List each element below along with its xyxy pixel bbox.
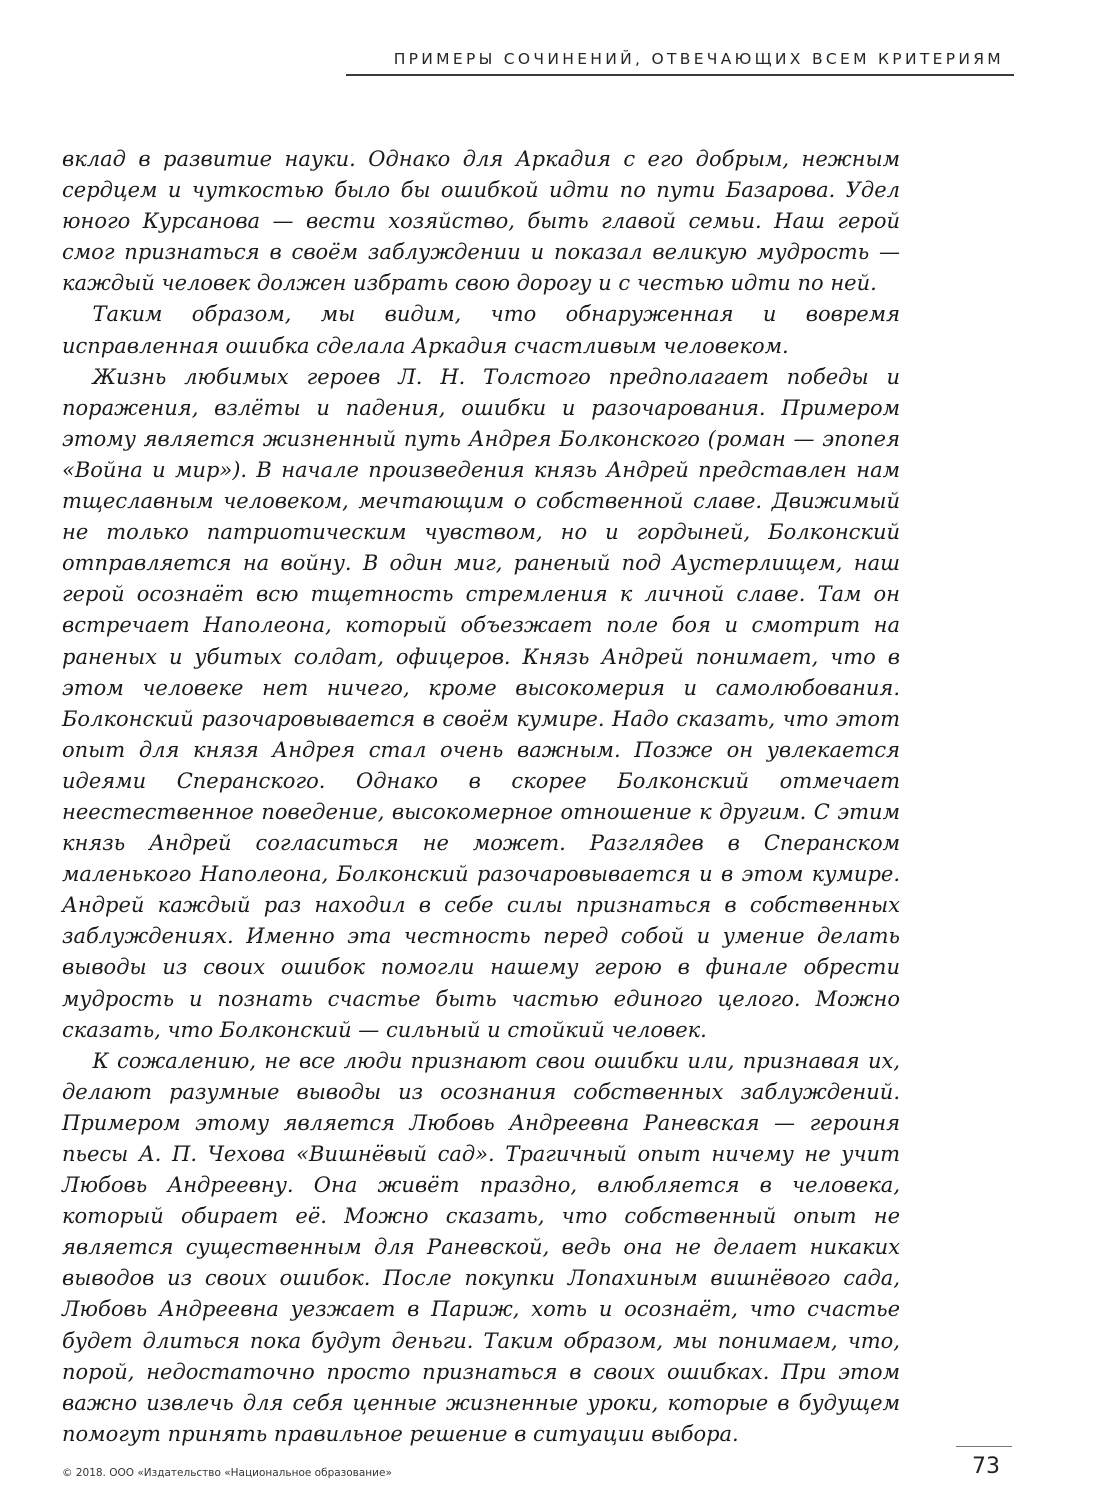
paragraph-ranevskaya: К сожалению, не все люди признают свои ошибки или, признавая их, делают разумные выводы из осознания собственных заблуждений. Примером этому является Любовь Андреевна Раневская — героиня пьесы А. П. Чехова «Вишнёвый сад». Трагичный опыт ничему не учит Любовь Андреевну. Она живёт праздно, влюбляется в человека, который обирает её. Можно сказать, что собственный опыт не является существенным для Раневской, ведь она не делает никаких выводов из своих ошибок. После покупки Лопахиным вишнёвого сада, Любовь Андреевна уезжает в Париж, хоть и осознаёт, что счастье будет длиться пока будут деньги. Таким образом, мы понимаем, что, порой, недостаточно просто признаться в своих ошибках. При этом важно извлечь для себя ценные жизненные уроки, которые в будущем помогут принять правильное решение в ситуации выбора. [62,1048,900,1446]
copyright-notice: © 2018. ООО «Издательство «Национальное образование» [62,1467,392,1479]
footer-rule [956,1446,1012,1447]
body-text [62,144,900,1450]
running-header: ПРИМЕРЫ СОЧИНЕНИЙ, ОТВЕЧАЮЩИХ ВСЕМ КРИТЕРИЯМ [393,50,1004,68]
header-rule [346,74,1014,76]
paragraph-conclusion-arkady: Таким образом, мы видим, что обнаруженная и вовремя исправленная ошибка сделала Аркадия счастливым человеком. [62,302,900,358]
paragraph-continuation: вклад в развитие науки. Однако для Аркадия с его добрым, нежным сердцем и чуткостью было бы ошибкой идти по пути Базарова. Удел юного Курсанова — вести хозяйство, быть главой семьи. Наш герой смог признаться в своём заблуждении и показал великую мудрость — каждый человек должен избрать свою дорогу и с честью идти по ней. [62,147,900,296]
page-number: 73 [972,1454,1000,1479]
paragraph-bolkonsky: Жизнь любимых героев Л. Н. Толстого предполагает победы и поражения, взлёты и падения, ошибки и разочарования. Примером этому является жизненный путь Андрея Болконского (роман — эпопея «Война и мир»). В начале произведения князь Андрей представлен нам тщеславным человеком, мечтающим о собственной славе. Движимый не только патриотическим чувством, но и гордыней, Болконский отправляется на войну. В один миг, раненый под Аустерлищем, наш герой осознаёт всю тщетность стремления к личной славе. Там он встречает Наполеона, который объезжает поле боя и смотрит на раненых и убитых солдат, офицеров. Князь Андрей понимает, что в этом человеке нет ничего, кроме высокомерия и самолюбования. Болконский разочаровывается в своём кумире. Надо сказать, что этот опыт для князя Андрея стал очень важным. Позже он увлекается идеями Сперанского. Однако в скорее Болконский отмечает неестественное поведение, высокомерное отношение к другим. С этим князь Андрей согласиться не может. Разглядев в Сперанском маленького Наполеона, Болконский разочаровывается и в этом кумире. Андрей каждый раз находил в себе силы признаться в собственных заблуждениях. Именно эта честность перед собой и умение делать выводы из своих ошибок помогли нашему герою в финале обрести мудрость и познать счастье быть частью единого целого. Можно сказать, что Болконский — сильный и стойкий человек. [62,364,900,1042]
